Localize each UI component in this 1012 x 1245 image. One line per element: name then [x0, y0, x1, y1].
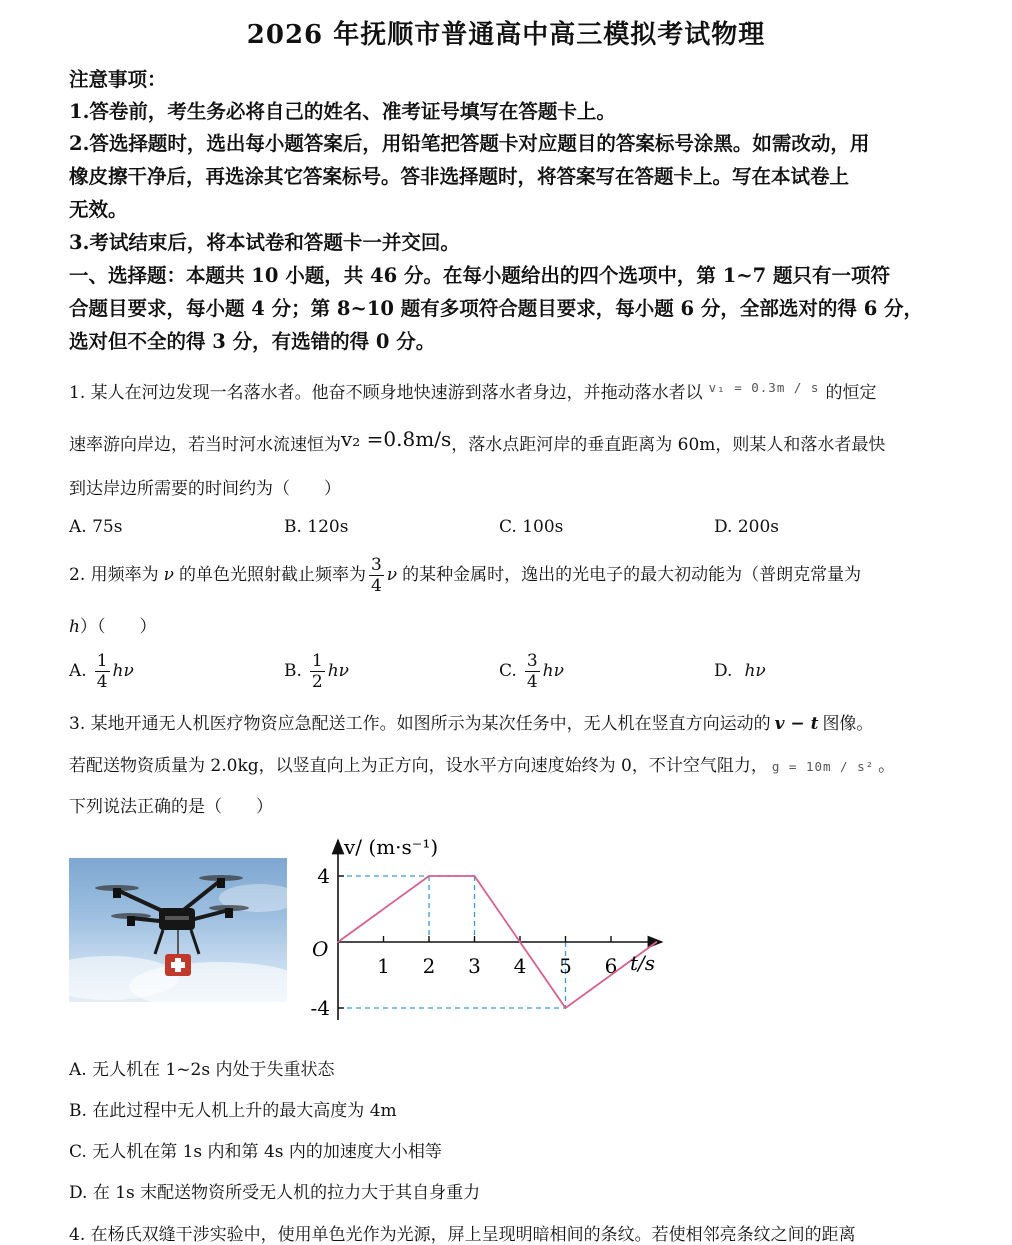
q2-h-symbol: h [69, 617, 80, 637]
x-tick-label-3: 3 [468, 954, 481, 978]
y-tick-label--4: -4 [310, 996, 330, 1020]
q1-line-3: 到达岸边所需要的时间约为（ ） [69, 479, 341, 499]
page-title: 2026 年抚顺市普通高中高三模拟考试物理 [246, 20, 766, 50]
notice-heading: 注意事项： [69, 68, 167, 91]
q3-option-d[interactable]: D. 在 1s 末配送物资所受无人机的拉力大于其自身重力 [69, 1183, 481, 1203]
series-point-3 [519, 941, 521, 943]
q1-option-b[interactable]: B. 120s [284, 517, 349, 537]
series-point-2 [474, 875, 476, 877]
q2-option-c-label: C. [499, 661, 517, 681]
vt-chart [300, 830, 680, 1030]
series-point-4 [565, 1007, 567, 1009]
section-heading-line-3: 选对但不全的得 3 分，有选错的得 0 分。 [69, 330, 436, 353]
series-point-1 [428, 875, 430, 877]
q3-line-3: 下列说法正确的是（ ） [69, 797, 273, 817]
q1-text-a: 1. 某人在河边发现一名落水者。他奋不顾身地快速游到落水者身边，并拖动落水者以 [69, 383, 703, 403]
origin-label: O [312, 937, 329, 961]
q2-option-c[interactable] [499, 648, 564, 694]
q2-nu-symbol-2: ν [386, 565, 398, 585]
q2-option-b-fraction [310, 650, 325, 692]
q2-option-a-label: A. [69, 661, 87, 681]
drone-illustration [69, 858, 287, 1002]
q1-text-d: ，落水点距河岸的垂直距离为 60m，则某人和落水者最快 [451, 435, 886, 455]
q2-option-c-den: 4 [526, 671, 538, 692]
q2-option-d-label: D. [714, 661, 733, 681]
x-tick-label-5: 5 [559, 954, 572, 978]
q2-option-b-den: 2 [311, 671, 323, 692]
q2-frac-den: 4 [370, 575, 382, 596]
q1-option-a[interactable]: A. 75s [69, 517, 123, 537]
q2-nu-symbol: ν [163, 565, 174, 585]
q2-text-a: 2. 用频率为 [69, 565, 159, 585]
section-heading-line-2: 合题目要求，每小题 4 分；第 8~10 题有多项符合题目要求，每小题 6 分，全部选对的得 6 分， [69, 297, 924, 320]
q2-option-a-hv: hν [112, 661, 134, 681]
drone-photo [69, 858, 287, 1002]
q2-frac-num: 3 [370, 554, 382, 575]
q2-option-b-label: B. [284, 661, 302, 681]
y-axis-label: v/ (m·s⁻¹) [344, 835, 439, 859]
x-tick-label-4: 4 [513, 954, 527, 978]
q1-v2-formula: v₂ =0.8m/s [341, 427, 452, 451]
q3-vt-symbol: v − t [774, 714, 819, 734]
q3-text-c: 若配送物资质量为 2.0kg，以竖直向上为正方向，设水平方向速度始终为 0，不计空气阻力， [69, 756, 768, 776]
q2-line-2 [69, 612, 156, 637]
q2-option-d[interactable] [714, 648, 766, 694]
q3-text-a: 3. 某地开通无人机医疗物资应急配送工作。如图所示为某次任务中，无人机在竖直方向运动的 [69, 714, 771, 734]
notice-item-2-line-1: 2.答选择题时，选出每小题答案后，用铅笔把答题卡对应题目的答案标号涂黑。如需改动，用 [69, 132, 870, 155]
notice-item-3: 3.考试结束后，将本试卷和答题卡一并交回。 [69, 231, 460, 254]
q3-text-d: 。 [878, 756, 896, 776]
x-tick-label-1: 1 [377, 954, 390, 978]
q2-option-a-fraction [95, 650, 110, 692]
q1-v1-formula: v₁ = 0.3m / s [708, 380, 820, 395]
x-tick-label-2: 2 [422, 954, 436, 978]
notice-item-2-line-3: 无效。 [69, 198, 128, 221]
x-tick-label-6: 6 [604, 954, 618, 978]
q2-option-c-num: 3 [526, 650, 538, 671]
q1-line-1 [69, 378, 876, 403]
q2-fraction [369, 554, 384, 596]
q3-line-2 [69, 751, 895, 776]
section-heading-line-1: 一、选择题：本题共 10 小题，共 46 分。在每小题给出的四个选项中，第 1~7 题只有一项符 [69, 264, 890, 287]
q2-option-a-num: 1 [96, 650, 108, 671]
q3-option-c[interactable]: C. 无人机在第 1s 内和第 4s 内的加速度大小相等 [69, 1142, 442, 1162]
q2-option-d-hv: hν [744, 661, 766, 681]
q1-text-c: 速率游向岸边，若当时河水流速恒为 [69, 435, 341, 455]
q1-text-b: 的恒定 [825, 383, 877, 403]
q3-g-formula: g = 10m / s² [771, 759, 875, 774]
q1-line-2 [69, 427, 886, 455]
q2-option-c-fraction [525, 650, 540, 692]
q1-option-c[interactable]: C. 100s [499, 517, 564, 537]
q1-option-d[interactable]: D. 200s [714, 517, 780, 537]
q2-option-a-den: 4 [96, 671, 108, 692]
notice-item-2-line-2: 橡皮擦干净后，再选涂其它答案标号。答非选择题时，将答案写在答题卡上。写在本试卷上 [69, 165, 850, 188]
notice-item-1: 1.答卷前，考生务必将自己的姓名、准考证号填写在答题卡上。 [69, 100, 616, 123]
q2-option-b[interactable] [284, 648, 349, 694]
q2-text-e: ）（ ） [79, 617, 157, 637]
q2-text-b: 的单色光照射截止频率为 [178, 565, 366, 585]
y-tick-label-4: 4 [317, 864, 330, 888]
series-point-0 [337, 941, 339, 943]
q2-option-a[interactable] [69, 648, 134, 694]
x-axis-label: t/s [629, 951, 655, 975]
q2-option-c-hv: hν [542, 661, 564, 681]
q3-line-1 [69, 709, 873, 734]
q2-text-c: 的某种金属时，逸出的光电子的最大初动能为（普朗克常量为 [402, 565, 862, 585]
q4-line-1: 4. 在杨氏双缝干涉实验中，使用单色光作为光源，屏上呈现明暗相间的条纹。若使相邻亮条纹之间的距离 [69, 1225, 856, 1245]
q3-text-b: 图像。 [822, 714, 874, 734]
q2-option-b-hv: hν [327, 661, 350, 681]
q3-option-b[interactable]: B. 在此过程中无人机上升的最大高度为 4m [69, 1101, 397, 1121]
q2-option-b-num: 1 [311, 650, 323, 671]
q2-line-1 [69, 552, 861, 598]
series-point-5 [656, 941, 658, 943]
q3-option-a[interactable]: A. 无人机在 1~2s 内处于失重状态 [69, 1060, 335, 1080]
